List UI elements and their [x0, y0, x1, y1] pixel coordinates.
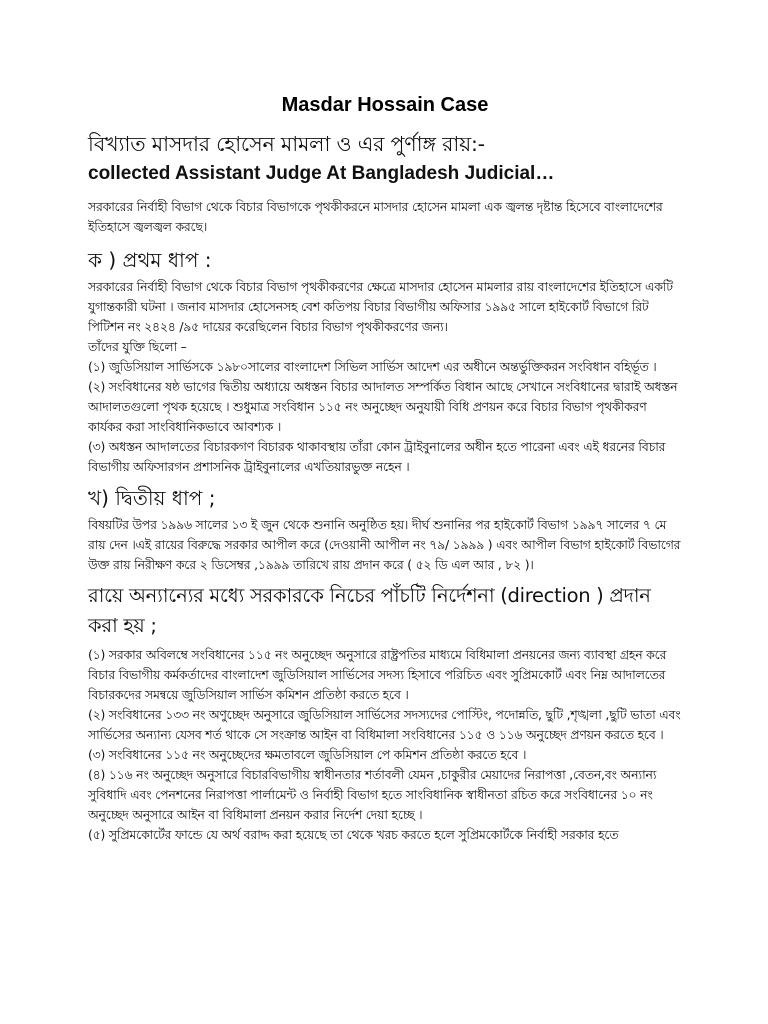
section3-point-2: (২) সংবিধানের ১৩৩ নং অণুচ্ছেদ অনুসারে জুডিসিয়াল সার্ভিসের সদস্যদের পোস্টিং, পদোন্নতি, ছুটি ,শৃঙ্খলা ,ছুটি ভাতা এবং সার্ভিসের অন্যান্য যেসব শর্ত থাকে সে সংক্রান্ত আইন বা বিধিমালা সংবিধানের ১১৫ ও ১১৬ অনুচ্ছেদ প্রণয়ন করতে হবে । [88, 707, 681, 742]
section3-point-4: (৪) ১১৬ নং অনুচ্ছেদ অনুসারে বিচারবিভাগীয় স্বাধীনতার শর্তাবলী যেমন ,চাকুরীর মেয়াদের নিরাপত্তা ,বেতন,বং অন্যান্য সুবিধাদি এবং পেনশনের নিরাপত্তা পার্লামেন্ট ও নির্বাহী বিভাগ হতে সাংবিধানিক স্বাধীনতা রচিত করে সংবিধানের ১০ নং অনুচ্ছেদ অনুসারে আইন বা বিধিমালা প্রনয়ন করার নির্দেশ দেয়া হচ্ছে । [88, 767, 657, 822]
intro-paragraph: সরকারের নির্বাহী বিভাগ থেকে বিচার বিভাগকে পৃথকীকরনে মাসদার হোসেন মামলা এক জ্বলন্ত দৃষ্টান্ত হিসেবে বাংলাদেশের ইতিহাসে জ্বলজ্বল করছে। [88, 199, 663, 234]
document-title: Masdar Hossain Case [281, 94, 489, 116]
section2-body: বিষয়টির উপর ১৯৯৬ সালের ১৩ ই জুন থেকে শুনানি অনুষ্ঠিত হয়। দীর্ঘ শুনানির পর হাইকোর্ট বিভাগ ১৯৯৭ সালের ৭ মে রায় দেন ।এই রায়ের বিরুদ্ধে সরকার আপীল করে (দেওয়ানী আপীল নং ৭৯/ ১৯৯৯ ) এবং আপীল বিভাগ হাইকোর্ট বিভাগের উক্ত রায় নিরীক্ষণ করে ২ ডিসেম্বর ,১৯৯৯ তারিখে রায় প্রদান করে ( ৫২ ডি এল আর , ৮২ )। [88, 517, 681, 572]
section3-point-5: (৫) সুপ্রিমকোর্টের ফান্ডে যে অর্থ বরাদ্দ করা হয়েছে তা থেকে খরচ করতে হলে সুপ্রিমকোর্টকে নির্বাহী সরকার হতে [88, 827, 619, 842]
section3-point-1: (১) সরকার অবিলম্বে সংবিধানের ১১৫ নং অনুচ্ছেদ অনুসারে রাষ্ট্রপতির মাধ্যমে বিধিমালা প্রনয়নের জন্য ব্যাবস্থা গ্রহন করে বিচার বিভাগীয় কর্মকর্তাদের বাংলাদেশ জুডিসিয়াল সার্ভিসের সদস্য হিসাবে পরিচিত এবং সুপ্রিমকোর্ট এবং নিম্ন আদালতের বিচারকদের সমন্বয়ে জুডিসিয়াল সার্ভিস কমিশন প্রতিষ্ঠা করতে হবে । [88, 647, 667, 702]
section3-point-3: (৩) সংবিধানের ১১৫ নং অনুচ্ছেদের ক্ষমতাবলে জুডিসিয়াল পে কমিশন প্রতিষ্ঠা করতে হবে । [88, 747, 527, 762]
section1-args-label: তাঁদের যুক্তি ছিলো – [88, 339, 187, 354]
section3-heading: রায়ে অন্যান্যের মধ্যে সরকারকে নিচের পাঁচটি নির্দেশনা (direction ) প্রদান করা হয় ; [88, 584, 651, 637]
section1-body: সরকারের নির্বাহী বিভাগ থেকে বিচার বিভাগ পৃথকীকরণের ক্ষেত্রে মাসদার হোসেন মামলার রায় বাংলাদেশের ইতিহাসে একটি যুগান্তকারী ঘটনা । জনাব মাসদার হোসেনসহ বেশ কতিপয় বিচার বিভাগীয় অফিসার ১৯৯৫ সালে হাইকোর্ট বিভাগে রিট পিটিশন নং ২৪২৪ /৯৫ দায়ের করেছিলেন বিচার বিভাগ পৃথকীকরণের জন্য। [88, 279, 673, 334]
bengali-title: বিখ্যাত মাসদার হোসেন মামলা ও এর পুর্ণাঙ্গ রায়:- [88, 132, 485, 156]
section1-heading: ক ) প্রথম ধাপ : [88, 248, 212, 272]
english-subtitle: collected Assistant Judge At Bangladesh Judicial… [88, 163, 555, 184]
section1-point-3: (৩) অধস্তন আদালতের বিচারকগণ বিচারক থাকাবস্থায় তাঁরা কোন ট্রাইবুনালের অধীন হতে পারেনা এবং এই ধরনের বিচার বিভাগীয় অফিসারগন প্রশাসনিক ট্রাইবুনালের এখতিয়ারভুক্ত নহেন । [88, 439, 666, 474]
section1-point-1: (১) জুডিসিয়াল সার্ভিসকে ১৯৮০সালের বাংলাদেশ সিভিল সার্ভিস আদেশ এর অধীনে অন্তর্ভুক্তিকরন সংবিধান বহির্ভূত । [88, 359, 657, 374]
section2-heading: খ) দ্বিতীয় ধাপ ; [88, 486, 216, 510]
section1-point-2: (২) সংবিধানের ষষ্ঠ ভাগের দ্বিতীয় অধ্যায়ে অধস্তন বিচার আদালত সম্পর্কিত বিধান আছে সেখানে সংবিধানের দ্বারাই অধস্তন আদালতগুলো পৃথক হয়েছে । শুধুমাত্র সংবিধান ১১৫ নং অনুচ্ছেদ অনুযায়ী বিধি প্রণয়ন করে বিচার বিভাগ পৃথকীকরণ কার্যকর করা সাংবিধানিকভাবে আবশ্যক । [88, 379, 678, 434]
